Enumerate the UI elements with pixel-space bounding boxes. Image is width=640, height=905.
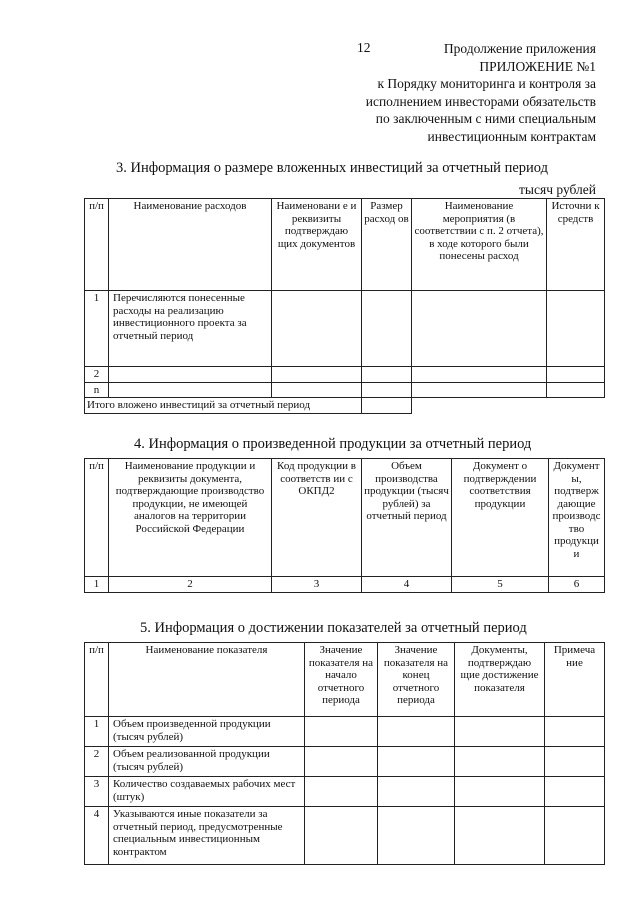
row-label: Объем произведенной продукции (тысяч рублей) <box>109 717 305 747</box>
section-3-title: 3. Информация о размере вложенных инвестиций за отчетный период <box>116 160 548 176</box>
column-number: 1 <box>85 577 109 593</box>
empty-cell <box>455 717 545 747</box>
empty-cell <box>305 777 378 807</box>
header-cell: Источни к средств <box>547 199 605 291</box>
empty-cell <box>305 717 378 747</box>
row-label: Перечисляются понесенные расходы на реализацию инвестиционного проекта за отчетный период <box>109 291 272 367</box>
products-table <box>84 458 605 593</box>
header-cell: Размер расход ов <box>362 199 412 291</box>
empty-cell <box>545 747 605 777</box>
table-row <box>85 807 605 865</box>
row-label: Указываются иные показатели за отчетный период, предусмотренные специальным инвестиционным контрактом <box>109 807 305 865</box>
empty-cell <box>378 747 455 777</box>
table-header-row <box>85 199 605 291</box>
row-label: Количество создаваемых рабочих мест (штук) <box>109 777 305 807</box>
row-number: 2 <box>85 367 109 383</box>
row-number: 3 <box>85 777 109 807</box>
empty-cell <box>547 291 605 367</box>
empty-cell <box>545 777 605 807</box>
empty-cell <box>378 807 455 865</box>
empty-cell <box>362 382 412 398</box>
empty-cell <box>545 807 605 865</box>
header-line: к Порядку мониторинга и контроля за <box>377 76 596 91</box>
section-4-title: 4. Информация о произведенной продукции за отчетный период <box>134 436 532 452</box>
empty-cell <box>547 382 605 398</box>
table-row <box>85 367 605 383</box>
empty-cell <box>362 291 412 367</box>
column-number: 4 <box>362 577 452 593</box>
table-row <box>85 291 605 367</box>
empty-cell <box>455 747 545 777</box>
table-header-row <box>85 643 605 717</box>
empty-cell <box>455 777 545 807</box>
row-number: 1 <box>85 291 109 367</box>
header-cell: п/п <box>85 643 109 717</box>
table-row <box>85 777 605 807</box>
header-block <box>300 40 596 145</box>
header-cell: Документы, подтверждаю щие достижение показателя <box>455 643 545 717</box>
empty-cell <box>272 382 362 398</box>
empty-cell <box>545 717 605 747</box>
page-number: 12 <box>357 40 371 55</box>
header-cell: Наименование мероприятия (в соответствии с п. 2 отчета), в ходе которого были понесены расход <box>412 199 547 291</box>
column-number: 2 <box>109 577 272 593</box>
section-5-title: 5. Информация о достижении показателей за отчетный период <box>140 620 527 636</box>
empty-cell <box>412 367 547 383</box>
appendix-label: ПРИЛОЖЕНИЕ №1 <box>479 58 596 74</box>
empty-cell <box>412 382 547 398</box>
empty-cell <box>378 717 455 747</box>
header-cell: п/п <box>85 199 109 291</box>
header-cell: Наименование показателя <box>109 643 305 717</box>
header-cell: Примеча ние <box>545 643 605 717</box>
empty-cell <box>547 367 605 383</box>
header-cell: п/п <box>85 459 109 577</box>
empty-cell <box>412 291 547 367</box>
row-label <box>109 382 272 398</box>
empty-cell <box>362 398 412 414</box>
table-row <box>85 717 605 747</box>
header-line: по заключенным с ними специальным <box>375 111 596 126</box>
header-cell: Документ ы, подтверж дающие производс тво продукци и <box>549 459 605 577</box>
indicators-table <box>84 642 605 865</box>
header-cell: Объем производства продукции (тысяч рублей) за отчетный период <box>362 459 452 577</box>
column-number-row <box>85 577 605 593</box>
header-cell: Код продукции в соответств ии с ОКПД2 <box>272 459 362 577</box>
row-label <box>109 367 272 383</box>
empty-cell <box>305 747 378 777</box>
header-line: исполнением инвесторами обязательств <box>365 93 596 109</box>
continuation-label: Продолжение приложения <box>443 41 596 56</box>
investments-table <box>84 198 605 414</box>
column-number: 3 <box>272 577 362 593</box>
table-header-row <box>85 459 605 577</box>
table-row <box>85 747 605 777</box>
header-cell: Наименование расходов <box>109 199 272 291</box>
empty-cell <box>305 807 378 865</box>
column-number: 5 <box>452 577 549 593</box>
row-number: 4 <box>85 807 109 865</box>
empty-cell <box>272 367 362 383</box>
empty-cell <box>362 367 412 383</box>
empty-cell <box>378 777 455 807</box>
row-label: Объем реализованной продукции (тысяч рублей) <box>109 747 305 777</box>
empty-cell <box>455 807 545 865</box>
unit-label: тысяч рублей <box>519 182 596 197</box>
header-cell: Документ о подтверждении соответствия продукции <box>452 459 549 577</box>
header-cell: Наименовани е и реквизиты подтверждаю щих документов <box>272 199 362 291</box>
table-row <box>85 382 605 398</box>
total-row <box>85 398 605 414</box>
row-number: 1 <box>85 717 109 747</box>
header-cell: Значение показателя на начало отчетного периода <box>305 643 378 717</box>
header-line: инвестиционным контрактам <box>427 128 596 144</box>
header-cell: Значение показателя на конец отчетного периода <box>378 643 455 717</box>
row-number: 2 <box>85 747 109 777</box>
row-number: n <box>85 382 109 398</box>
column-number: 6 <box>549 577 605 593</box>
empty-cell <box>272 291 362 367</box>
total-label: Итого вложено инвестиций за отчетный период <box>85 398 362 414</box>
header-cell: Наименование продукции и реквизиты документа, подтверждающие производство продукции, не имеющей аналогов на территории Российской Федерации <box>109 459 272 577</box>
